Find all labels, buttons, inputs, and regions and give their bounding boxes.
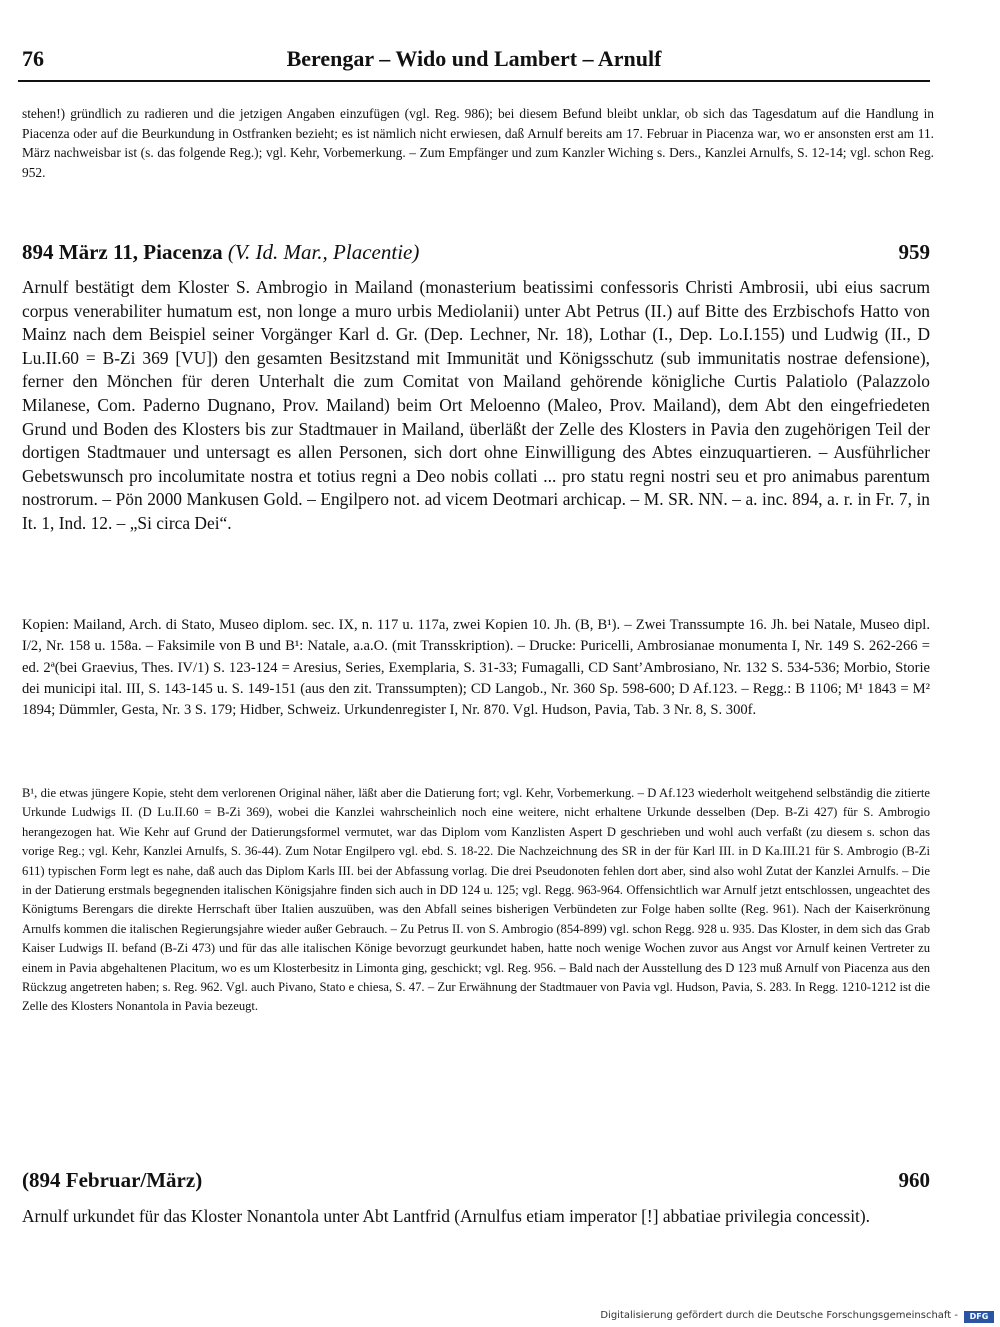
page-number: 76 xyxy=(22,46,44,71)
previous-entry-note: stehen!) gründlich zu radieren und die jetzigen Angaben einzufügen (vgl. Reg. 986); bei diesem Befund bleibt unklar, ob sich das Tagesdatum auf die Handlung in Piacenza oder auf die Beurkundung in Ostfranken bezieht; es ist nämlich nicht erwiesen, daß Arnulf bereits am 17. Februar in Piacenza war, wo er ansonsten erst am 11. März nachweisbar ist (s. das folgende Reg.); vgl. Kehr, Vorbemerkung. – Zum Empfänger und zum Kanzler Wiching s. Ders., Kanzlei Arnulfs, S. 12-14; vgl. schon Reg. 952. xyxy=(22,106,934,180)
entry-959-latin-date: (V. Id. Mar., Placentie) xyxy=(227,240,420,264)
entry-960-regest: Arnulf urkundet für das Kloster Nonantola unter Abt Lantfrid (Arnulfus etiam imperator [!] abbatiae privilegia concessit). xyxy=(22,1206,871,1226)
entry-959-kopien: Kopien: Mailand, Arch. di Stato, Museo diplom. sec. IX, n. 117 u. 117a, zwei Kopien 10. Jh. (B, B¹). – Zwei Transsumpte 16. Jh. bei Natale, Museo dipl. I/2, Nr. 158 u. 158a. – Faksimile von B und B¹: Natale, a.a.O. (mit Transskription). – Drucke: Puricelli, Ambrosianae monumenta I, Nr. 149 S. 262-266 = ed. 2ª(bei Graevius, Thes. IV/1) S. 123-124 = Aresius, Series, Exemplaria, S. 31-33; Fumagalli, CD Sant’Ambrosiano, Nr. 132 S. 534-536; Morbio, Storie dei municipi ital. III, S. 143-145 u. S. 149-151 (aus den zit. Transsumpten); CD Langob., Nr. 360 Sp. 598-600; D Af.123. – Regg.: B 1106; M¹ 1843 = M² 1894; Dümmler, Gesta, Nr. 3 S. 179; Hidber, Schweiz. Urkundenregister I, Nr. 870. Vgl. Hudson, Pavia, Tab. 3 Nr. 8, S. 300f. xyxy=(22,617,930,719)
entry-959-date-place-line xyxy=(22,240,419,265)
entry-959-regest: Arnulf bestätigt dem Kloster S. Ambrogio in Mailand (monasterium beatissimi confessoris Christi Ambrosii, ubi eius sacrum corpus venerabiliter humatum est, non longe a muro urbis Mediolanii) unter Abt Petrus (II.) auf Bitte des Erzbischofs Hatto von Mainz nach dem Beispiel seiner Vorgänger Karl d. Gr. (Dep. Lechner, Nr. 18), Lothar (I., Dep. Lo.I.155) und Ludwig (II., D Lu.II.60 = B-Zi 369 [VU]) den gesamten Besitzstand mit Immunität und Königsschutz (sub immunitatis nostrae defensione), ferner den Mönchen für deren Unterhalt die zum Comitat von Mailand gehörende königliche Curtis Palatiolo (Palazzolo Milanese, Com. Paderno Dugnano, Prov. Mailand) beim Ort Meloenno (Maleo, Prov. Mailand), dem Abt den eingefriedeten Grund und Boden des Klosters bis zur Stadtmauer in Mailand, überläßt der Zelle des Klosters in Pavia den zugehörigen Teil der dortigen Stadtmauer und untersagt es allen Personen, sich dort ohne Einwilligung des Abtes einzuquartieren. – Ausführlicher Gebetswunsch pro incolumitate nostra et totius regni a Deo nobis collati ... pro statu regni nostri seu et pro animabus parentum nostrorum. – Pön 2000 Mankusen Gold. – Engilpero not. ad vicem Deotmari archicap. – M. SR. NN. – a. inc. 894, a. r. in Fr. 7, in It. 1, Ind. 12. – „Si circa Dei“. xyxy=(22,277,930,533)
dfg-logo: DFG xyxy=(964,1311,994,1323)
entry-959-notes: B¹, die etwas jüngere Kopie, steht dem verlorenen Original näher, läßt aber die Datierung fort; vgl. Kehr, Vorbemerkung. – D Af.123 wiederholt weitgehend selbständig die zitierte Urkunde Ludwigs II. (D Lu.II.60 = B-Zi 369), wobei die Kanzlei wahrscheinlich noch eine weitere, nicht erhaltene Urkunde desselben (Dep. B-Zi 427) für S. Ambrogio herangezogen hat. Wie Kehr auf Grund der Datierungsformel vermutet, war das Diplom vom Kanzlisten Aspert D geschrieben und wohl auch verfaßt (zu diesem s. schon das vorige Reg.; vgl. Kehr, Kanzlei Arnulfs, S. 36-44). Zum Notar Engilpero vgl. ebd. S. 18-22. Die Nachzeichnung des SR in der für Karl III. in D Ka.III.21 für S. Ambrogio (B-Zi 611) typischen Form legt es nahe, daß auch das Diplom Karls III. bei der Abfassung vorlag. Die drei Pseudonoten fehlen dort aber, sind also wohl Zutat der Kanzlei Arnulfs. – Die in der Datierung erstmals begegnenden italischen Königsjahre finden sich auch in DD 124 u. 125; vgl. Regg. 963-964. Offensichtlich war Arnulf jetzt entschlossen, ungeachtet des Königtums Berengars die direkte Herrschaft über Italien auszuüben, was den Abfall seines bisherigen Verbündeten zur Folge haben sollte (Reg. 961). Nach der Kaiserkrönung Arnulfs kommen die italischen Regierungsjahre wieder außer Gebrauch. – Zu Petrus II. von S. Ambrogio (854-899) vgl. schon Regg. 928 u. 935. Das Kloster, in dem sich das Grab Kaiser Ludwigs II. befand (B-Zi 473) und für das alle italischen Könige bevorzugt geurkundet haben, hatte noch wenige Wochen zuvor aus Angst vor Arnulf keinen Vertreter zu einem in Pavia abgehaltenen Placitum, wo es um Klosterbesitz in Limonta ging, geschickt; vgl. Reg. 956. – Bald nach der Ausstellung des D 123 muß Arnulf von Piacenza aus den Rückzug angetreten haben; s. Reg. 962. Vgl. auch Pivano, Stato e chiesa, S. 47. – Zur Erwähnung der Stadtmauer von Pavia vgl. Hudson, Pavia, S. 283. In Regg. 1210-1212 ist die Zelle des Klosters Nonantola in Pavia bezeugt. xyxy=(22,786,930,1014)
header-title: Berengar – Wido und Lambert – Arnulf xyxy=(286,46,662,71)
running-head xyxy=(18,44,930,82)
entry-959-date-place: 894 März 11, Piacenza xyxy=(22,240,223,264)
footer-credit: Digitalisierung gefördert durch die Deutsche Forschungsgemeinschaft - xyxy=(600,1310,958,1321)
entry-960-number: 960 xyxy=(898,1168,930,1192)
entry-960-date-place: (894 Februar/März) xyxy=(22,1168,203,1192)
entry-959-heading xyxy=(22,240,930,270)
entry-960-heading xyxy=(22,1168,930,1198)
entry-959-number: 959 xyxy=(898,240,930,264)
